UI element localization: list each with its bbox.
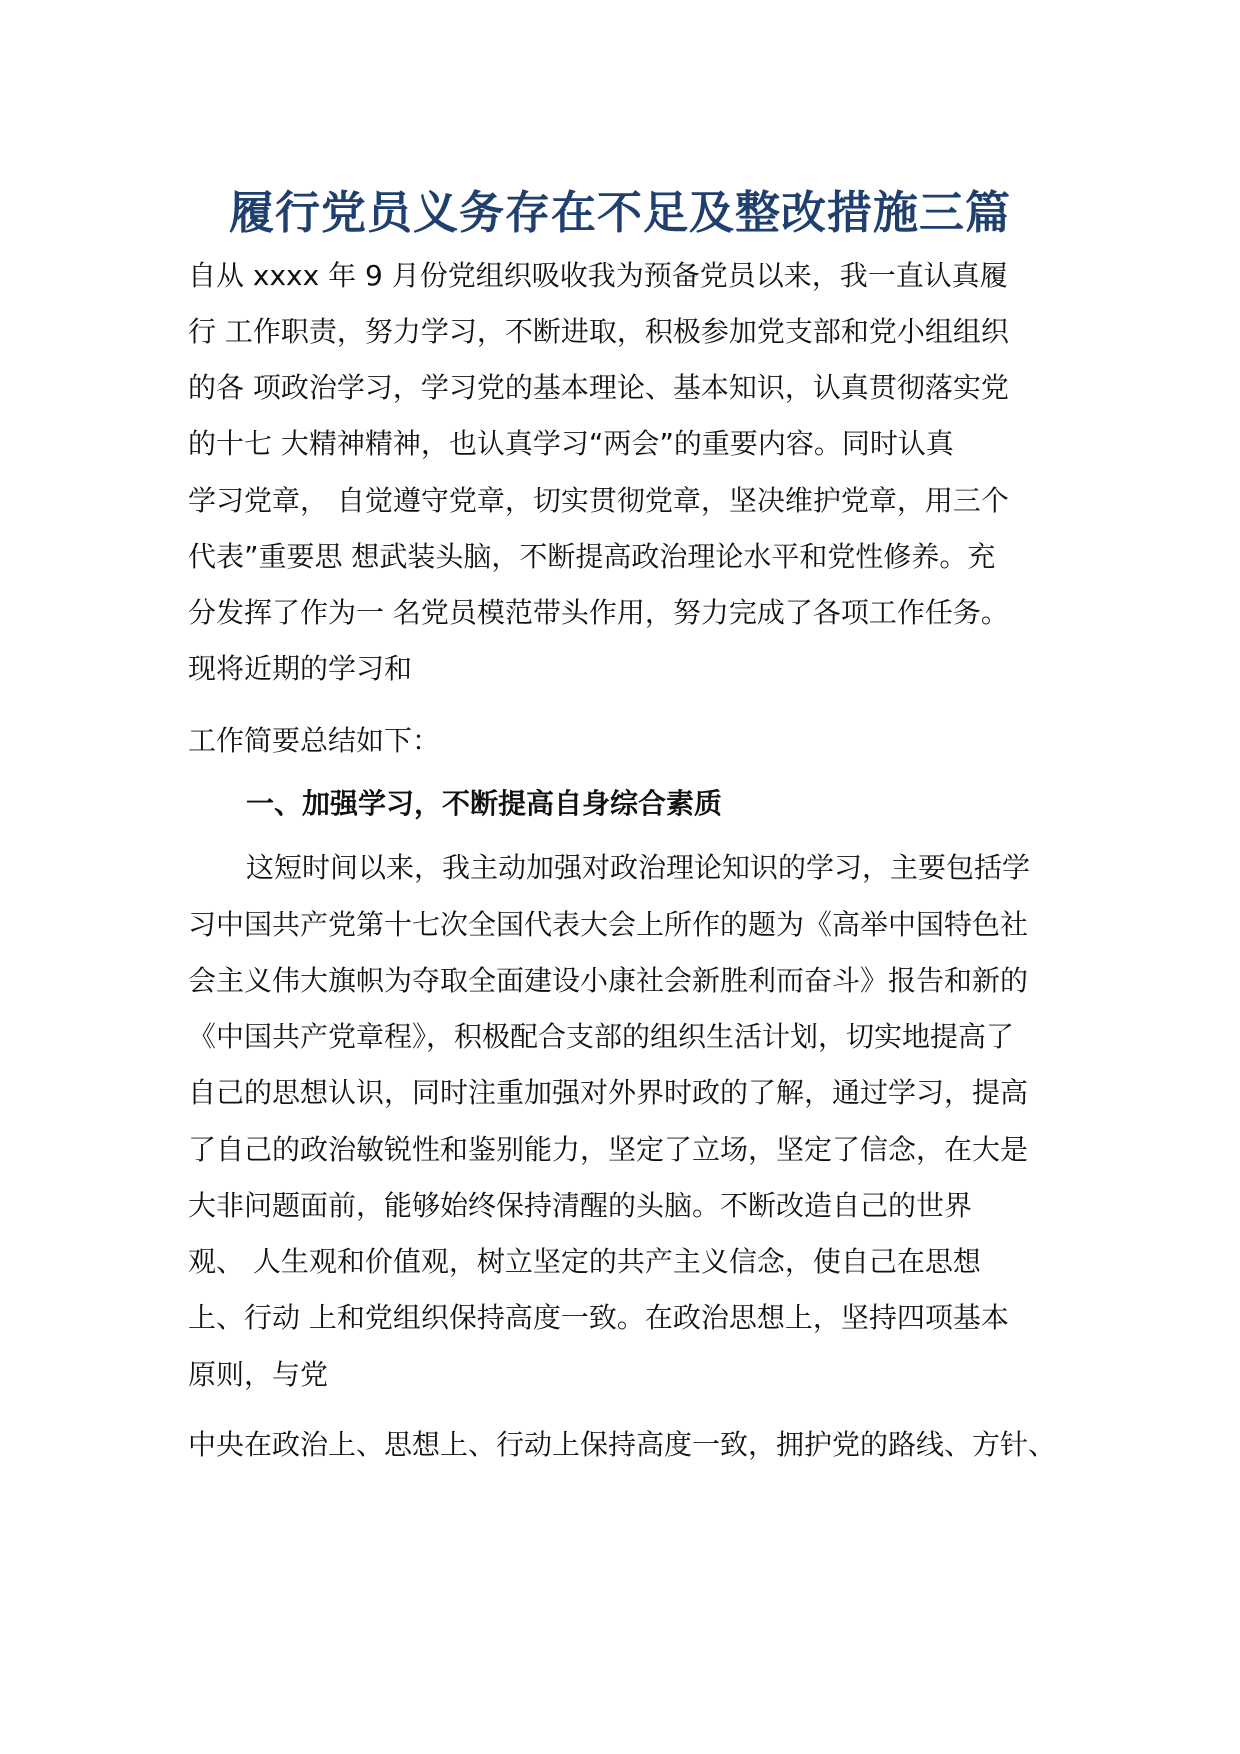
paragraph-line: 现将近期的学习和 [188,652,413,685]
paragraph-line: 工作简要总结如下： [188,724,441,757]
document-title: 履行党员义务存在不足及整改措施三篇 [228,186,1011,239]
paragraph-line: 原则，与党 [188,1358,329,1391]
paragraph-line: 了自己的政治敏锐性和鉴别能力，坚定了立场，坚定了信念，在大是 [188,1133,1029,1166]
paragraph-line: 的十七 大精神精神，也认真学习“两会”的重要内容。同时认真 [188,427,954,460]
paragraph-line: 《中国共产党章程》，积极配合支部的组织生活计划，切实地提高了 [188,1020,1015,1053]
paragraph-line: 自己的思想认识，同时注重加强对外界时政的了解，通过学习，提高 [188,1076,1029,1109]
paragraph-line: 会主义伟大旗帜为夺取全面建设小康社会新胜利而奋斗》报告和新的 [188,964,1029,997]
paragraph-line: 分发挥了作为一 名党员模范带头作用，努力完成了各项工作任务。 [188,596,1009,629]
paragraph-line: 学习党章， 自觉遵守党章，切实贯彻党章，坚决维护党章，用三个 [188,484,1009,517]
paragraph-line: 行 工作职责，努力学习，不断进取，积极参加党支部和党小组组织 [188,315,1009,348]
paragraph-line: 的各 项政治学习，学习党的基本理论、基本知识，认真贯彻落实党 [188,371,1009,404]
paragraph-line: 中央在政治上、思想上、行动上保持高度一致，拥护党的路线、方针、 [188,1428,1057,1461]
paragraph-line: 习中国共产党第十七次全国代表大会上所作的题为《高举中国特色社 [188,908,1029,941]
paragraph-line: 上、行动 上和党组织保持高度一致。在政治思想上，坚持四项基本 [188,1301,1009,1334]
paragraph-line: 代表”重要思 想武装头脑，不断提高政治理论水平和党性修养。充 [188,540,996,573]
paragraph-line: 大非问题面前，能够始终保持清醒的头脑。不断改造自己的世界 [188,1189,973,1222]
paragraph-line: 观、 人生观和价值观，树立坚定的共产主义信念，使自己在思想 [188,1245,981,1278]
paragraph-line: 这短时间以来，我主动加强对政治理论知识的学习，主要包括学 [246,851,1031,884]
paragraph-line: 自从 xxxx 年 9 月份党组织吸收我为预备党员以来，我一直认真履 [188,259,1008,292]
section-heading: 一、加强学习，不断提高自身综合素质 [246,787,723,820]
